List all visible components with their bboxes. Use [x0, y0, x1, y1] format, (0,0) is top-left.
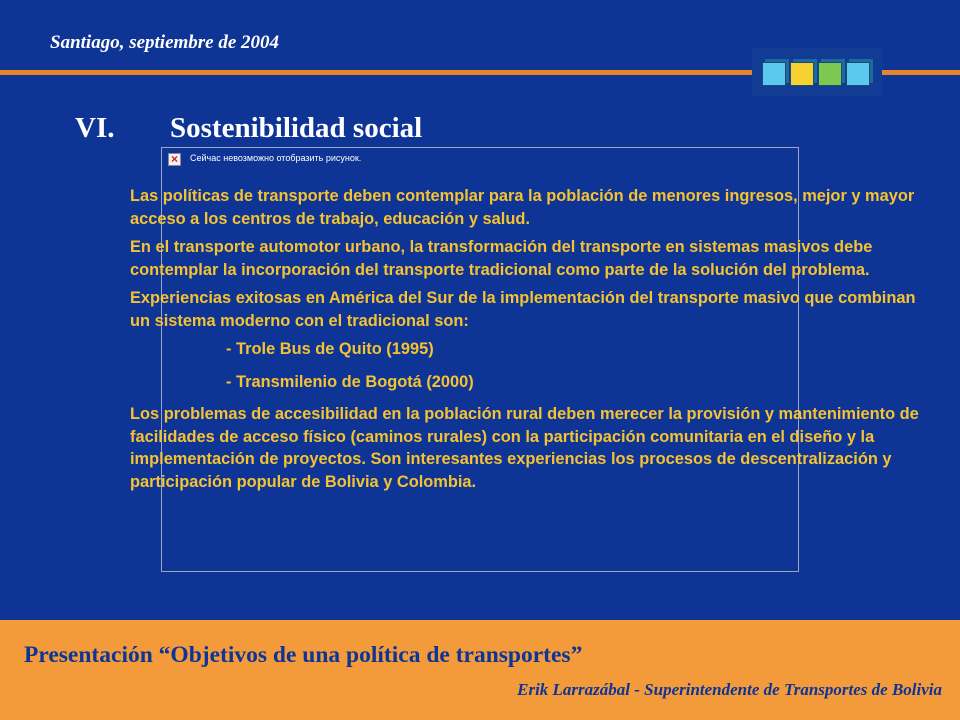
paragraph-4: Los problemas de accesibilidad en la población rural deben merecer la provisión y mantenimiento de facilidades de acceso físico (caminos rurales) con la participación comunitaria en el diseño y la implementación de proyectos. Son interesantes experiencias los procesos de descentralización y participación popular de Bolivia y Colombia. [130, 405, 919, 491]
logo-cube-4 [846, 62, 870, 86]
paragraph-3: Experiencias exitosas en América del Sur de la implementación del transporte masivo que combinan un sistema moderno con el tradicional son: [130, 289, 916, 330]
footer-title: Presentación “Objetivos de una política de transportes” [24, 642, 583, 668]
list-item: - Transmilenio de Bogotá (2000) [226, 372, 474, 391]
paragraph-2: En el transporte automotor urbano, la transformación del transporte en sistemas masivos debe contemplar la incorporación del transporte tradicional como parte de la solución del problema. [130, 238, 873, 279]
list-item: - Trole Bus de Quito (1995) [226, 340, 434, 358]
logo [752, 48, 882, 96]
logo-cube-1 [762, 62, 786, 86]
footer-subtitle: Erik Larrazábal - Superintendente de Transportes de Bolivia [517, 680, 942, 699]
header-date: Santiago, septiembre de 2004 [50, 32, 280, 53]
slide-body [130, 185, 920, 499]
paragraph-1: Las políticas de transporte deben contemplar para la población de menores ingresos, mejor y mayor acceso a los centros de trabajo, educación y salud. [130, 187, 915, 228]
logo-cube-3 [818, 62, 842, 86]
broken-image-alt-text: Сейчас невозможно отобразить рисунок. [190, 153, 362, 163]
section-title: Sostenibilidad social [170, 112, 423, 144]
broken-image-icon: × [168, 153, 181, 166]
section-number: VI. [75, 112, 115, 144]
logo-cube-2 [790, 62, 814, 86]
footer-bar [0, 620, 960, 720]
